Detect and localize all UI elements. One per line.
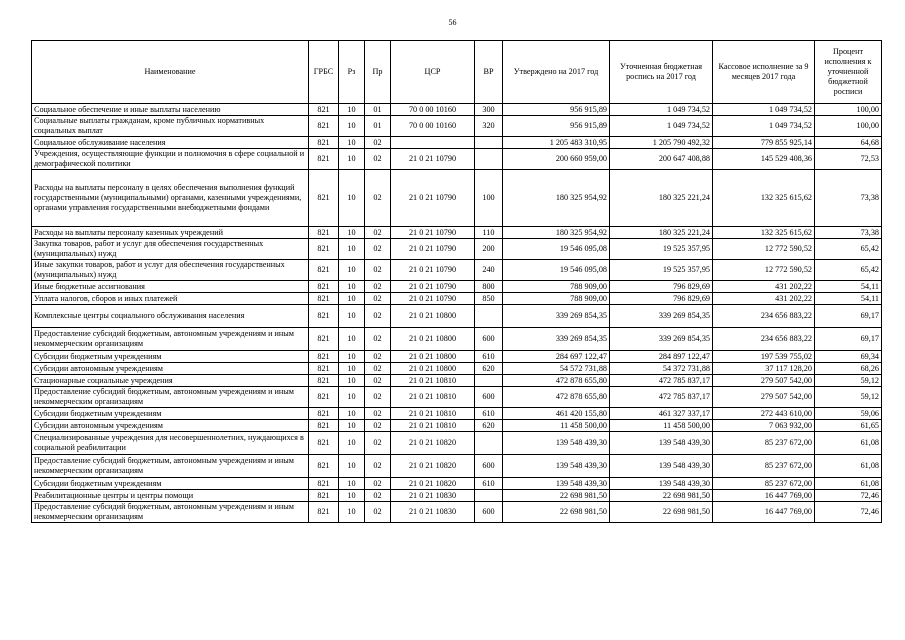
cell-grbs: 821 xyxy=(309,490,339,502)
cell-rz: 10 xyxy=(339,502,365,523)
cell-refined: 339 269 854,35 xyxy=(610,328,713,351)
cell-pr: 02 xyxy=(365,351,391,363)
cell-percent: 72,46 xyxy=(815,490,882,502)
cell-csr xyxy=(391,137,475,149)
cell-vr: 200 xyxy=(475,239,503,260)
cell-csr: 21 0 21 10830 xyxy=(391,502,475,523)
cell-cash: 132 325 615,62 xyxy=(713,227,815,239)
cell-name: Предоставление субсидий бюджетным, автономным учреждениям и иным некоммерческим организациям xyxy=(32,328,309,351)
cell-approved: 22 698 981,50 xyxy=(503,502,610,523)
cell-refined: 472 785 837,17 xyxy=(610,375,713,387)
cell-cash: 85 237 672,00 xyxy=(713,432,815,455)
table-row xyxy=(32,104,882,116)
cell-rz: 10 xyxy=(339,149,365,170)
cell-cash: 197 539 755,02 xyxy=(713,351,815,363)
cell-approved: 180 325 954,92 xyxy=(503,227,610,239)
table-row xyxy=(32,149,882,170)
table-row xyxy=(32,432,882,455)
cell-grbs: 821 xyxy=(309,305,339,328)
cell-vr xyxy=(475,137,503,149)
cell-vr: 610 xyxy=(475,478,503,490)
cell-vr: 800 xyxy=(475,281,503,293)
cell-percent: 59,12 xyxy=(815,387,882,408)
cell-approved: 956 915,89 xyxy=(503,116,610,137)
table-row xyxy=(32,137,882,149)
cell-vr: 600 xyxy=(475,387,503,408)
cell-pr: 02 xyxy=(365,170,391,227)
cell-name: Иные закупки товаров, работ и услуг для обеспечения государственных (муниципальных) нужд xyxy=(32,260,309,281)
cell-csr: 21 0 21 10790 xyxy=(391,170,475,227)
cell-name: Уплата налогов, сборов и иных платежей xyxy=(32,293,309,305)
cell-vr: 610 xyxy=(475,351,503,363)
cell-pr: 02 xyxy=(365,478,391,490)
cell-refined: 339 269 854,35 xyxy=(610,305,713,328)
cell-percent: 69,17 xyxy=(815,305,882,328)
cell-cash: 234 656 883,22 xyxy=(713,328,815,351)
cell-csr: 21 0 21 10830 xyxy=(391,490,475,502)
cell-percent: 61,08 xyxy=(815,455,882,478)
table-row xyxy=(32,260,882,281)
table-row xyxy=(32,281,882,293)
header-grbs: ГРБС xyxy=(309,41,339,104)
cell-rz: 10 xyxy=(339,387,365,408)
cell-pr: 02 xyxy=(365,432,391,455)
header-name: Наименование xyxy=(32,41,309,104)
cell-grbs: 821 xyxy=(309,170,339,227)
cell-pr: 01 xyxy=(365,104,391,116)
cell-refined: 22 698 981,50 xyxy=(610,502,713,523)
cell-csr: 70 0 00 10160 xyxy=(391,104,475,116)
cell-approved: 11 458 500,00 xyxy=(503,420,610,432)
cell-grbs: 821 xyxy=(309,260,339,281)
cell-approved: 339 269 854,35 xyxy=(503,328,610,351)
cell-percent: 72,46 xyxy=(815,502,882,523)
cell-vr xyxy=(475,149,503,170)
cell-percent: 64,68 xyxy=(815,137,882,149)
cell-cash: 12 772 590,52 xyxy=(713,260,815,281)
cell-grbs: 821 xyxy=(309,387,339,408)
cell-grbs: 821 xyxy=(309,420,339,432)
cell-grbs: 821 xyxy=(309,239,339,260)
cell-name: Предоставление субсидий бюджетным, автономным учреждениям и иным некоммерческим организациям xyxy=(32,502,309,523)
header-pr: Пр xyxy=(365,41,391,104)
cell-percent: 100,00 xyxy=(815,116,882,137)
cell-vr xyxy=(475,432,503,455)
cell-refined: 1 049 734,52 xyxy=(610,116,713,137)
cell-pr: 02 xyxy=(365,490,391,502)
cell-approved: 139 548 439,30 xyxy=(503,478,610,490)
cell-rz: 10 xyxy=(339,375,365,387)
cell-grbs: 821 xyxy=(309,455,339,478)
table-row xyxy=(32,239,882,260)
cell-grbs: 821 xyxy=(309,104,339,116)
cell-percent: 61,65 xyxy=(815,420,882,432)
table-row xyxy=(32,420,882,432)
cell-approved: 54 572 731,88 xyxy=(503,363,610,375)
cell-vr: 320 xyxy=(475,116,503,137)
cell-approved: 788 909,00 xyxy=(503,281,610,293)
table-row xyxy=(32,387,882,408)
cell-cash: 431 202,22 xyxy=(713,281,815,293)
cell-rz: 10 xyxy=(339,227,365,239)
cell-percent: 65,42 xyxy=(815,260,882,281)
cell-refined: 139 548 439,30 xyxy=(610,432,713,455)
cell-rz: 10 xyxy=(339,408,365,420)
cell-approved: 339 269 854,35 xyxy=(503,305,610,328)
cell-grbs: 821 xyxy=(309,227,339,239)
cell-name: Учреждения, осуществляющие функции и полномочия в сфере социальной и демографической политики xyxy=(32,149,309,170)
cell-pr: 01 xyxy=(365,116,391,137)
cell-rz: 10 xyxy=(339,305,365,328)
cell-grbs: 821 xyxy=(309,328,339,351)
table-row xyxy=(32,408,882,420)
cell-approved: 472 878 655,80 xyxy=(503,387,610,408)
cell-pr: 02 xyxy=(365,455,391,478)
cell-pr: 02 xyxy=(365,375,391,387)
cell-cash: 37 117 128,20 xyxy=(713,363,815,375)
cell-name: Субсидии бюджетным учреждениям xyxy=(32,351,309,363)
cell-csr: 21 0 21 10810 xyxy=(391,408,475,420)
cell-csr: 21 0 21 10820 xyxy=(391,455,475,478)
cell-approved: 22 698 981,50 xyxy=(503,490,610,502)
cell-csr: 21 0 21 10800 xyxy=(391,363,475,375)
cell-pr: 02 xyxy=(365,260,391,281)
cell-vr: 850 xyxy=(475,293,503,305)
cell-rz: 10 xyxy=(339,351,365,363)
cell-refined: 796 829,69 xyxy=(610,293,713,305)
cell-name: Субсидии бюджетным учреждениям xyxy=(32,478,309,490)
cell-percent: 100,00 xyxy=(815,104,882,116)
cell-approved: 139 548 439,30 xyxy=(503,455,610,478)
cell-vr: 240 xyxy=(475,260,503,281)
cell-name: Специализированные учреждения для несовершеннолетних, нуждающихся в социальной реабилитации xyxy=(32,432,309,455)
cell-approved: 956 915,89 xyxy=(503,104,610,116)
page-number: 56 xyxy=(448,18,457,27)
header-csr: ЦСР xyxy=(391,41,475,104)
cell-csr: 21 0 21 10790 xyxy=(391,293,475,305)
cell-percent: 73,38 xyxy=(815,170,882,227)
table-row xyxy=(32,502,882,523)
cell-refined: 200 647 408,88 xyxy=(610,149,713,170)
cell-refined: 472 785 837,17 xyxy=(610,387,713,408)
cell-refined: 11 458 500,00 xyxy=(610,420,713,432)
cell-grbs: 821 xyxy=(309,281,339,293)
cell-percent: 68,26 xyxy=(815,363,882,375)
cell-percent: 69,17 xyxy=(815,328,882,351)
cell-vr: 600 xyxy=(475,455,503,478)
cell-rz: 10 xyxy=(339,455,365,478)
cell-percent: 59,12 xyxy=(815,375,882,387)
cell-refined: 139 548 439,30 xyxy=(610,455,713,478)
cell-grbs: 821 xyxy=(309,408,339,420)
cell-pr: 02 xyxy=(365,239,391,260)
cell-rz: 10 xyxy=(339,239,365,260)
cell-csr: 21 0 21 10800 xyxy=(391,328,475,351)
cell-cash: 132 325 615,62 xyxy=(713,170,815,227)
cell-rz: 10 xyxy=(339,281,365,293)
budget-table xyxy=(31,40,882,523)
cell-csr: 21 0 21 10790 xyxy=(391,281,475,293)
cell-cash: 279 507 542,00 xyxy=(713,375,815,387)
table-row xyxy=(32,351,882,363)
cell-rz: 10 xyxy=(339,170,365,227)
cell-approved: 472 878 655,80 xyxy=(503,375,610,387)
cell-approved: 284 697 122,47 xyxy=(503,351,610,363)
cell-vr: 610 xyxy=(475,408,503,420)
cell-percent: 59,06 xyxy=(815,408,882,420)
cell-csr: 21 0 21 10790 xyxy=(391,239,475,260)
cell-name: Расходы на выплаты персоналу в целях обеспечения выполнения функций государственными (муниципальными) органами, казенными учреждениями, органами управления государственными внебюджетными фондами xyxy=(32,170,309,227)
cell-refined: 180 325 221,24 xyxy=(610,227,713,239)
cell-vr xyxy=(475,375,503,387)
cell-vr: 300 xyxy=(475,104,503,116)
cell-pr: 02 xyxy=(365,408,391,420)
cell-vr: 100 xyxy=(475,170,503,227)
cell-name: Социальное обеспечение и иные выплаты населению xyxy=(32,104,309,116)
cell-csr: 21 0 21 10810 xyxy=(391,375,475,387)
table-row xyxy=(32,116,882,137)
cell-name: Предоставление субсидий бюджетным, автономным учреждениям и иным некоммерческим организациям xyxy=(32,455,309,478)
header-refined: Уточненная бюджетная роспись на 2017 год xyxy=(610,41,713,104)
cell-vr: 600 xyxy=(475,502,503,523)
cell-approved: 200 660 959,00 xyxy=(503,149,610,170)
cell-cash: 234 656 883,22 xyxy=(713,305,815,328)
cell-csr: 21 0 21 10810 xyxy=(391,387,475,408)
cell-rz: 10 xyxy=(339,490,365,502)
cell-cash: 1 049 734,52 xyxy=(713,116,815,137)
cell-refined: 180 325 221,24 xyxy=(610,170,713,227)
cell-refined: 19 525 357,95 xyxy=(610,239,713,260)
header-rz: Рз xyxy=(339,41,365,104)
cell-pr: 02 xyxy=(365,227,391,239)
header-percent: Процент исполнения к уточненной бюджетной росписи xyxy=(815,41,882,104)
cell-rz: 10 xyxy=(339,137,365,149)
cell-csr: 70 0 00 10160 xyxy=(391,116,475,137)
cell-vr: 620 xyxy=(475,363,503,375)
cell-rz: 10 xyxy=(339,104,365,116)
cell-cash: 1 049 734,52 xyxy=(713,104,815,116)
cell-grbs: 821 xyxy=(309,478,339,490)
table-row xyxy=(32,293,882,305)
cell-percent: 73,38 xyxy=(815,227,882,239)
header-row xyxy=(32,41,882,104)
cell-cash: 431 202,22 xyxy=(713,293,815,305)
table-row xyxy=(32,363,882,375)
cell-pr: 02 xyxy=(365,387,391,408)
cell-percent: 61,08 xyxy=(815,432,882,455)
cell-rz: 10 xyxy=(339,293,365,305)
cell-approved: 19 546 095,08 xyxy=(503,239,610,260)
cell-refined: 139 548 439,30 xyxy=(610,478,713,490)
cell-rz: 10 xyxy=(339,363,365,375)
cell-approved: 180 325 954,92 xyxy=(503,170,610,227)
cell-grbs: 821 xyxy=(309,363,339,375)
cell-cash: 779 855 925,14 xyxy=(713,137,815,149)
cell-name: Предоставление субсидий бюджетным, автономным учреждениям и иным некоммерческим организациям xyxy=(32,387,309,408)
cell-refined: 19 525 357,95 xyxy=(610,260,713,281)
table-row xyxy=(32,375,882,387)
cell-approved: 19 546 095,08 xyxy=(503,260,610,281)
cell-grbs: 821 xyxy=(309,149,339,170)
cell-percent: 54,11 xyxy=(815,281,882,293)
cell-rz: 10 xyxy=(339,420,365,432)
cell-refined: 1 205 790 492,32 xyxy=(610,137,713,149)
cell-rz: 10 xyxy=(339,116,365,137)
cell-percent: 54,11 xyxy=(815,293,882,305)
cell-grbs: 821 xyxy=(309,432,339,455)
cell-pr: 02 xyxy=(365,328,391,351)
cell-rz: 10 xyxy=(339,478,365,490)
cell-cash: 16 447 769,00 xyxy=(713,502,815,523)
cell-percent: 72,53 xyxy=(815,149,882,170)
cell-grbs: 821 xyxy=(309,293,339,305)
cell-pr: 02 xyxy=(365,305,391,328)
cell-pr: 02 xyxy=(365,420,391,432)
cell-name: Стационарные социальные учреждения xyxy=(32,375,309,387)
cell-vr: 620 xyxy=(475,420,503,432)
cell-refined: 461 327 337,17 xyxy=(610,408,713,420)
cell-csr: 21 0 21 10790 xyxy=(391,227,475,239)
cell-cash: 85 237 672,00 xyxy=(713,478,815,490)
cell-name: Субсидии автономным учреждениям xyxy=(32,363,309,375)
cell-pr: 02 xyxy=(365,137,391,149)
cell-csr: 21 0 21 10800 xyxy=(391,351,475,363)
cell-name: Комплексные центры социального обслуживания населения xyxy=(32,305,309,328)
table-row xyxy=(32,455,882,478)
table-row xyxy=(32,328,882,351)
cell-refined: 22 698 981,50 xyxy=(610,490,713,502)
cell-refined: 796 829,69 xyxy=(610,281,713,293)
cell-vr xyxy=(475,305,503,328)
cell-csr: 21 0 21 10820 xyxy=(391,478,475,490)
header-vr: ВР xyxy=(475,41,503,104)
cell-csr: 21 0 21 10790 xyxy=(391,149,475,170)
cell-cash: 145 529 408,36 xyxy=(713,149,815,170)
cell-cash: 85 237 672,00 xyxy=(713,455,815,478)
cell-name: Реабилитационные центры и центры помощи xyxy=(32,490,309,502)
cell-csr: 21 0 21 10790 xyxy=(391,260,475,281)
cell-vr: 110 xyxy=(475,227,503,239)
cell-approved: 139 548 439,30 xyxy=(503,432,610,455)
table-row xyxy=(32,170,882,227)
table-row xyxy=(32,305,882,328)
cell-cash: 16 447 769,00 xyxy=(713,490,815,502)
cell-name: Иные бюджетные ассигнования xyxy=(32,281,309,293)
cell-approved: 788 909,00 xyxy=(503,293,610,305)
cell-pr: 02 xyxy=(365,502,391,523)
header-cash: Кассовое исполнение за 9 месяцев 2017 года xyxy=(713,41,815,104)
cell-csr: 21 0 21 10800 xyxy=(391,305,475,328)
cell-approved: 1 205 483 310,95 xyxy=(503,137,610,149)
cell-grbs: 821 xyxy=(309,351,339,363)
cell-refined: 54 372 731,88 xyxy=(610,363,713,375)
cell-pr: 02 xyxy=(365,363,391,375)
cell-grbs: 821 xyxy=(309,137,339,149)
table-row xyxy=(32,490,882,502)
cell-name: Субсидии автономным учреждениям xyxy=(32,420,309,432)
cell-cash: 7 063 932,00 xyxy=(713,420,815,432)
cell-cash: 12 772 590,52 xyxy=(713,239,815,260)
cell-name: Расходы на выплаты персоналу казенных учреждений xyxy=(32,227,309,239)
cell-refined: 1 049 734,52 xyxy=(610,104,713,116)
table-row xyxy=(32,478,882,490)
cell-grbs: 821 xyxy=(309,502,339,523)
cell-cash: 279 507 542,00 xyxy=(713,387,815,408)
table-row xyxy=(32,227,882,239)
cell-pr: 02 xyxy=(365,281,391,293)
cell-name: Закупка товаров, работ и услуг для обеспечения государственных (муниципальных) нужд xyxy=(32,239,309,260)
cell-rz: 10 xyxy=(339,432,365,455)
cell-refined: 284 897 122,47 xyxy=(610,351,713,363)
cell-grbs: 821 xyxy=(309,375,339,387)
cell-vr xyxy=(475,490,503,502)
cell-percent: 69,34 xyxy=(815,351,882,363)
cell-csr: 21 0 21 10810 xyxy=(391,420,475,432)
cell-name: Социальные выплаты гражданам, кроме публичных нормативных социальных выплат xyxy=(32,116,309,137)
table-body xyxy=(32,104,882,523)
cell-cash: 272 443 610,00 xyxy=(713,408,815,420)
cell-vr: 600 xyxy=(475,328,503,351)
cell-pr: 02 xyxy=(365,149,391,170)
cell-approved: 461 420 155,80 xyxy=(503,408,610,420)
cell-percent: 65,42 xyxy=(815,239,882,260)
cell-name: Социальное обслуживание населения xyxy=(32,137,309,149)
cell-pr: 02 xyxy=(365,293,391,305)
cell-name: Субсидии бюджетным учреждениям xyxy=(32,408,309,420)
cell-percent: 61,08 xyxy=(815,478,882,490)
cell-rz: 10 xyxy=(339,328,365,351)
cell-csr: 21 0 21 10820 xyxy=(391,432,475,455)
cell-rz: 10 xyxy=(339,260,365,281)
cell-grbs: 821 xyxy=(309,116,339,137)
header-approved: Утверждено на 2017 год xyxy=(503,41,610,104)
